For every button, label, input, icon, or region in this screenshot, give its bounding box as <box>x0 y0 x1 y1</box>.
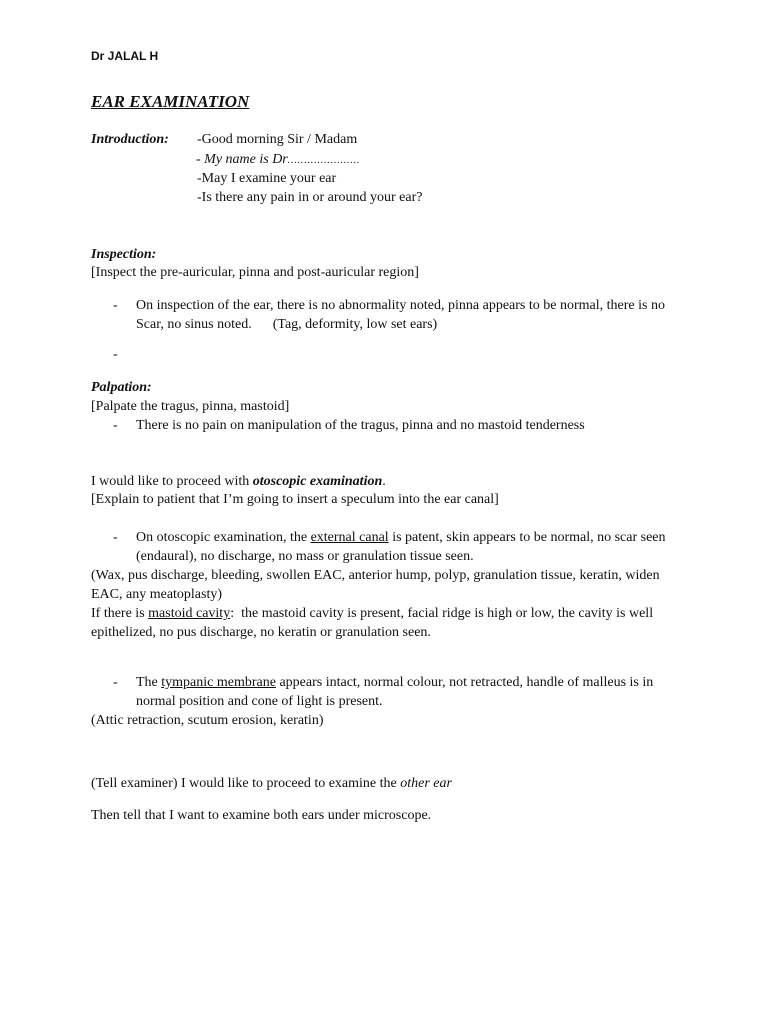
mastoid-cavity-line1 <box>91 604 653 623</box>
canal-abnormalities-line1: (Wax, pus discharge, bleeding, swollen EAC, anterior hump, polyp, granulation tissue, keratin, widen <box>91 568 660 583</box>
tympanic-membrane-term: tympanic membrane <box>161 675 276 690</box>
otoscopy-intro-prefix: I would like to proceed with <box>91 474 253 489</box>
mastoid-cavity-term: mastoid cavity <box>148 606 231 621</box>
tm-text-prefix: The <box>136 675 162 690</box>
otoscopy-intro-suffix: . <box>382 474 386 489</box>
bullet-dash-empty: - <box>113 347 118 362</box>
otoscopy-instruction: [Explain to patient that I’m going to insert a speculum into the ear canal] <box>91 492 499 507</box>
tm-text-suffix: appears intact, normal colour, not retracted, handle of malleus is in <box>275 675 654 690</box>
mastoid-text-suffix: : the mastoid cavity is present, facial ridge is high or low, the cavity is well <box>230 606 654 621</box>
intro-name-text: - My name is Dr <box>196 152 288 167</box>
external-canal-term: external canal <box>310 530 389 545</box>
inspection-finding-line1: On inspection of the ear, there is no abnormality noted, pinna appears to be normal, there is no <box>136 298 665 313</box>
canal-finding-line1 <box>136 528 666 547</box>
inspection-instruction: [Inspect the pre-auricular, pinna and post-auricular region] <box>91 265 419 280</box>
otoscopy-intro <box>91 472 386 491</box>
tympanic-abnormalities: (Attic retraction, scutum erosion, keratin) <box>91 713 324 728</box>
introduction-heading: Introduction: <box>91 132 169 147</box>
other-ear-prefix: (Tell examiner) I would like to proceed to examine the <box>91 776 401 791</box>
mastoid-cavity-line2: epithelized, no pus discharge, no keratin or granulation seen. <box>91 625 431 640</box>
bullet-dash: - <box>113 530 118 545</box>
microscope-statement: Then tell that I want to examine both ears under microscope. <box>91 808 432 823</box>
bullet-dash: - <box>113 298 118 313</box>
bullet-dash: - <box>113 418 118 433</box>
other-ear-term: other ear <box>400 776 452 791</box>
tympanic-membrane-line2: normal position and cone of light is present. <box>136 694 383 709</box>
canal-abnormalities-line2: EAC, any meatoplasty) <box>91 587 223 602</box>
intro-line-name <box>196 150 361 170</box>
tympanic-membrane-line1 <box>136 673 653 692</box>
bullet-dash: - <box>113 675 118 690</box>
intro-line-pain: -Is there any pain in or around your ear? <box>197 190 423 205</box>
intro-line-greeting: -Good morning Sir / Madam <box>197 132 358 147</box>
canal-text-suffix: is patent, skin appears to be normal, no scar seen <box>388 530 666 545</box>
inspection-finding-line2: Scar, no sinus noted. (Tag, deformity, low set ears) <box>136 317 438 332</box>
canal-finding-line2: (endaural), no discharge, no mass or granulation tissue seen. <box>136 549 474 564</box>
canal-text-prefix: On otoscopic examination, the <box>136 530 311 545</box>
palpation-heading: Palpation: <box>91 380 152 395</box>
otoscopy-intro-emphasis: otoscopic examination <box>252 474 383 489</box>
palpation-finding: There is no pain on manipulation of the tragus, pinna and no mastoid tenderness <box>136 418 585 433</box>
document-title: EAR EXAMINATION <box>91 92 250 111</box>
intro-name-dots: …………………. <box>287 155 361 166</box>
author-name: Dr JALAL H <box>91 49 159 63</box>
mastoid-text-prefix: If there is <box>91 606 149 621</box>
other-ear-statement <box>91 774 452 793</box>
inspection-heading: Inspection: <box>91 247 157 262</box>
intro-line-permission: -May I examine your ear <box>197 171 337 186</box>
palpation-instruction: [Palpate the tragus, pinna, mastoid] <box>91 399 290 414</box>
